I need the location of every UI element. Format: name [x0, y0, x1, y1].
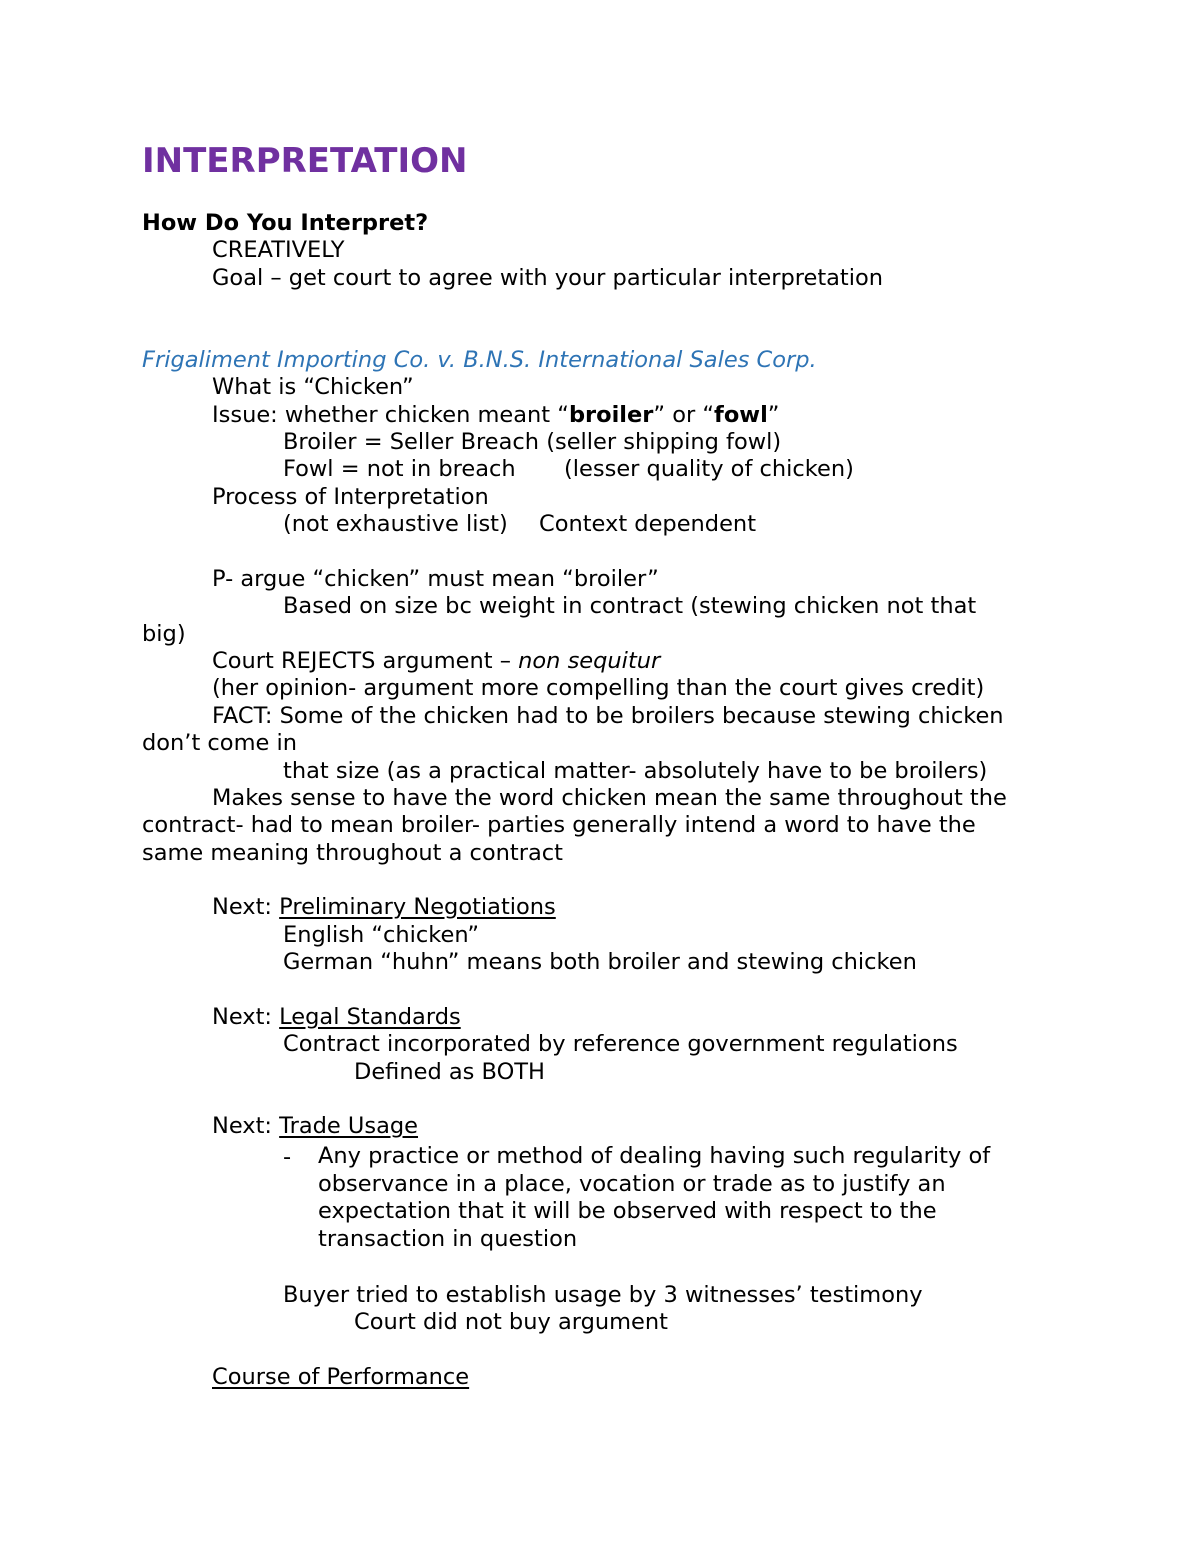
- fowl-line: Fowl = not in breach: [283, 456, 516, 482]
- next-label: Next:: [212, 894, 280, 920]
- section-heading: How Do You Interpret?: [142, 210, 429, 236]
- issue-suffix: ”: [767, 402, 780, 428]
- defined-both-line: Defined as BOTH: [354, 1059, 545, 1085]
- p-argue-line: P- argue “chicken” must mean “broiler”: [212, 566, 659, 592]
- next-label: Next:: [212, 1004, 280, 1030]
- next-label: Next:: [212, 1113, 280, 1139]
- process-line: Process of Interpretation: [212, 484, 489, 510]
- issue-mid: ” or “: [653, 402, 715, 428]
- next-legal-line: [212, 1004, 461, 1031]
- english-line: English “chicken”: [283, 922, 480, 948]
- context-dependent: Context dependent: [539, 511, 757, 537]
- trade-usage-heading: Trade Usage: [279, 1113, 419, 1139]
- trade-usage-definition: Any practice or method of dealing having such regularity of observance in a place, vocation or trade as to justify an expectation that it will be observed with respect to the transaction in question: [318, 1143, 991, 1252]
- based-on-size-line: Based on size bc weight in contract (stewing chicken not that: [283, 593, 977, 619]
- based-on-size-wrap: big): [142, 621, 186, 647]
- issue-line: [212, 402, 779, 429]
- creatively-line: CREATIVELY: [212, 237, 345, 263]
- court-rejects-prefix: Court REJECTS argument –: [212, 648, 519, 674]
- german-line: German “huhn” means both broiler and stewing chicken: [283, 949, 917, 975]
- preliminary-negotiations-heading: Preliminary Negotiations: [279, 894, 556, 920]
- next-prelim-line: [212, 894, 556, 921]
- issue-prefix: Issue: whether chicken meant “: [212, 402, 569, 428]
- what-is-line: What is “Chicken”: [212, 374, 414, 400]
- makes-sense-line-3: same meaning throughout a contract: [142, 840, 563, 866]
- fact-line: FACT: Some of the chicken had to be broilers because stewing chicken: [212, 703, 1004, 729]
- buyer-tried-line: Buyer tried to establish usage by 3 witnesses’ testimony: [283, 1282, 923, 1308]
- her-opinion-line: (her opinion- argument more compelling than the court gives credit): [212, 675, 985, 701]
- not-exhaustive-line: (not exhaustive list): [283, 511, 508, 537]
- issue-term-broiler: broiler: [568, 402, 654, 428]
- makes-sense-line: Makes sense to have the word chicken mean the same throughout the: [212, 785, 1007, 811]
- case-name: Frigaliment Importing Co. v. B.N.S. International Sales Corp.: [142, 347, 817, 373]
- goal-line: Goal – get court to agree with your particular interpretation: [212, 265, 884, 291]
- court-did-not-line: Court did not buy argument: [354, 1309, 668, 1335]
- court-rejects-line: [212, 648, 660, 675]
- that-size-line: that size (as a practical matter- absolutely have to be broilers): [283, 758, 988, 784]
- course-of-performance-heading: Course of Performance: [212, 1364, 470, 1390]
- bullet-dash: -: [283, 1144, 292, 1170]
- non-sequitur: non sequitur: [518, 648, 661, 674]
- page-title: INTERPRETATION: [142, 141, 468, 181]
- fowl-line-note: (lesser quality of chicken): [564, 456, 854, 482]
- broiler-line: Broiler = Seller Breach (seller shipping fowl): [283, 429, 782, 455]
- makes-sense-line-2: contract- had to mean broiler- parties generally intend a word to have the: [142, 812, 976, 838]
- contract-incorporated-line: Contract incorporated by reference government regulations: [283, 1031, 958, 1057]
- issue-term-fowl: fowl: [714, 402, 768, 428]
- legal-standards-heading: Legal Standards: [279, 1004, 461, 1030]
- next-trade-line: [212, 1113, 418, 1140]
- fact-line-wrap: don’t come in: [142, 730, 297, 756]
